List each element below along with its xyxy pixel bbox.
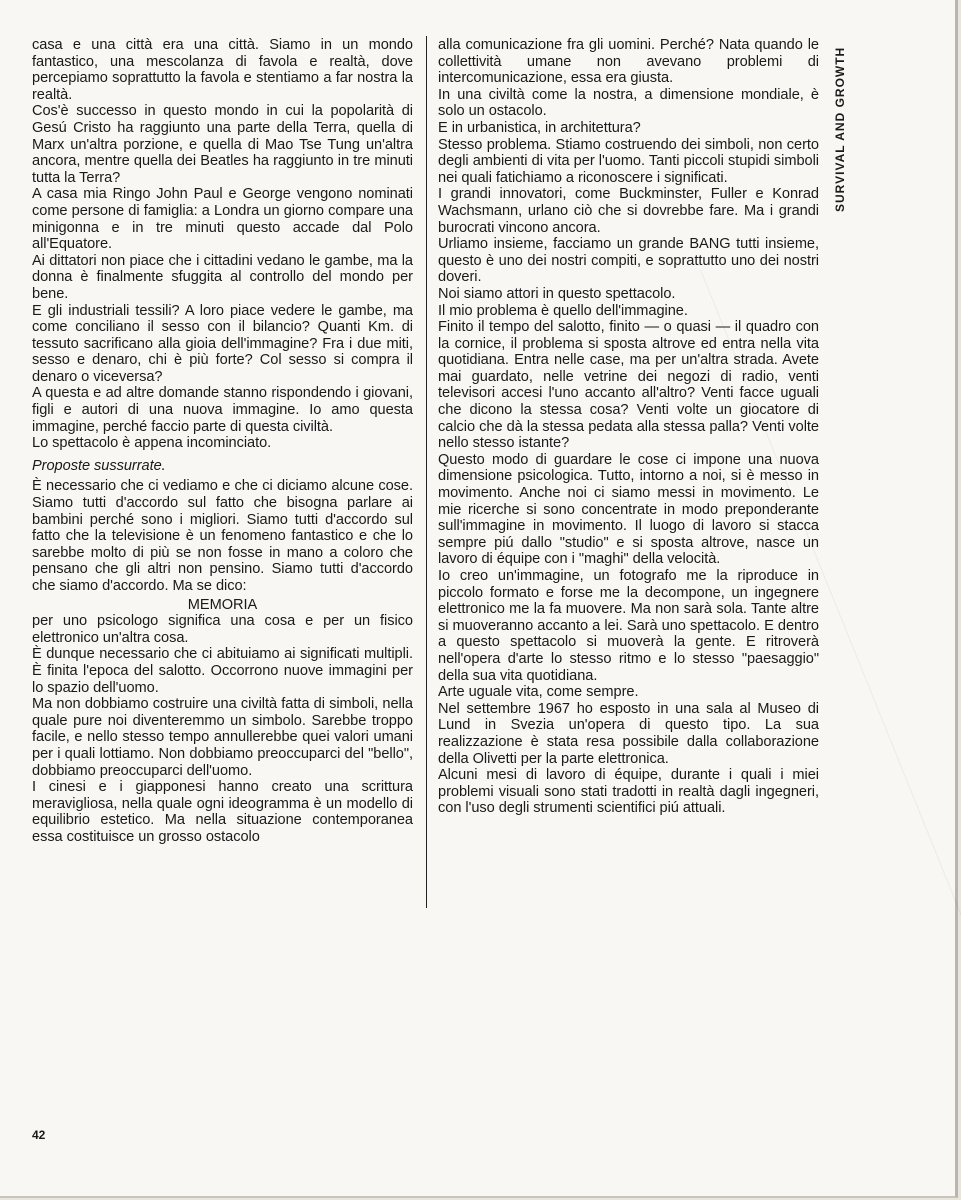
paragraph: A questa e ad altre domande stanno rispondendo i giovani, figli e autori di una nuova immagine. Io amo questa immagine, perché faccio parte di questa civiltà. [32,385,413,435]
paragraph: In una civiltà come la nostra, a dimensione mondiale, è solo un ostacolo. [438,86,819,120]
paragraph: alla comunicazione fra gli uomini. Perché? Nata quando le collettività umane non avevano problemi di intercomunicazione, essa era giusta. [438,37,819,87]
paragraph: A casa mia Ringo John Paul e George vengono nominati come persone di famiglia: a Londra un giorno compare una minigonna e in tre minuti questo accade dal Polo all'Equatore. [32,186,413,253]
paragraph: Stesso problema. Stiamo costruendo dei simboli, non certo degli ambienti di vita per l'uomo. Tanti piccoli stupidi simboli nei quali fatichiamo a riconoscere i significati. [438,136,819,186]
paragraph: Arte uguale vita, come sempre. [438,684,639,701]
paragraph: Il mio problema è quello dell'immagine. [438,302,688,319]
paragraph: per uno psicologo significa una cosa e per un fisico elettronico un'altra cosa. [32,613,413,646]
paragraph: Cos'è successo in questo mondo in cui la popolarità di Gesú Cristo ha raggiunto una parte della Terra, quella di Marx un'altra porzione, e quella di Mao Tse Tung un'altra ancora, mentre quella dei Beatles ha raggiunto in tre minuti tutta la Terra? [32,103,413,186]
paragraph: Ma non dobbiamo costruire una civiltà fatta di simboli, nella quale pure noi diventeremmo un simbolo. Sarebbe troppo facile, e nello stesso tempo annullerebbe quei valori umani per i quali lottiamo. Non dobbiamo preoccuparci del "bello", dobbiamo preoccuparci dell'uomo. [32,696,413,779]
paragraph: Io creo un'immagine, un fotografo me la riproduce in piccolo formato e forse me la decompone, un ingegnere elettronico me la fa muovere. Ma non sarà sola. Tante altre si muoveranno accanto a lei. Sarà uno spettacolo. E dentro a questo spettacolo si muoverà la gente. E ritroverà nell'opera d'arte lo stesso ritmo e lo stesso "paesaggio" della sua vita quotidiana. [438,568,819,684]
paragraph: casa e una città era una città. Siamo in un mondo fantastico, una mescolanza di favola e realtà, dove percepiamo soprattutto la favola e stentiamo a far nostra la realtà. [32,37,413,103]
left-text-column [32,37,413,846]
paragraph: Lo spettacolo è appena incominciato. [32,435,272,452]
paragraph: Noi siamo attori in questo spettacolo. [438,285,676,302]
column-divider [426,36,427,908]
centered-term: MEMORIA [187,596,258,613]
paragraph: I grandi innovatori, come Buckminster, Fuller e Konrad Wachsmann, urlano ciò che si dovrebbe fare. Ma i grandi burocrati vincono ancora. [438,186,819,236]
paragraph: E in urbanistica, in architettura? [438,119,641,136]
paragraph: Nel settembre 1967 ho esposto in una sala al Museo di Lund in Svezia un'opera di questo tipo. La sua realizzazione è stata resa possibile dalla collaborazione della Olivetti per la parte elettronica. [438,700,819,767]
paragraph: È dunque necessario che ci abituiamo ai significati multipli. È finita l'epoca del salotto. Occorrono nuove immagini per lo spazio dell'uomo. [32,646,413,696]
paragraph: È necessario che ci vediamo e che ci diciamo alcune cose. Siamo tutti d'accordo sul fatto che bisogna parlare ai bambini perché sono i migliori. Siamo tutti d'accordo sul fatto che la televisione è un fenomeno fantastico e che lo sarebbe molto di più se non fosse in mano a coloro che pensano che gli altri non pensino. Siamo tutti d'accordo che siamo d'accordo. Ma se dico: [32,478,413,594]
paragraph: Ai dittatori non piace che i cittadini vedano le gambe, ma la donna è finalmente sfuggita al controllo del mondo per bene. [32,252,413,302]
paragraph: E gli industriali tessili? A loro piace vedere le gambe, ma come conciliano il sesso con il bilancio? Quanti Km. di tessuto sacrificano alla gioia dell'immagine? Fra i due miti, sesso e denaro, chi è più forte? Col sesso si compra il denaro o viceversa? [32,302,413,385]
page-number: 42 [32,1128,46,1142]
right-text-column [438,37,819,817]
paragraph: I cinesi e i giapponesi hanno creato una scrittura meravigliosa, nella quale ogni ideogramma è un modello di equilibrio estetico. Ma nella situazione contemporanea essa costituisce un grosso ostacolo [32,779,413,845]
paragraph: Alcuni mesi di lavoro di équipe, durante i quali i miei problemi visuali sono stati tradotti in realtà dagli ingegneri, con l'uso degli strumenti scientifici piú attuali. [438,767,819,817]
running-head: SURVIVAL AND GROWTH [833,46,847,212]
paragraph: Questo modo di guardare le cose ci impone una nuova dimensione psicologica. Tutto, intorno a noi, si è messo in movimento. Anche noi ci siamo messi in movimento. Le mie ricerche si sono concentrate in modo preponderante sull'immagine in movimento. Il luogo di lavoro si stacca sempre piú dallo "studio" e si sposta altrove, nasce un lavoro di équipe con i "maghi" della velocità. [438,451,819,568]
paragraph: Urliamo insieme, facciamo un grande BANG tutti insieme, questo è uno dei nostri compiti, e soprattutto uno dei nostri doveri. [438,236,819,286]
section-subheading: Proposte sussurrate. [32,457,166,474]
paragraph: Finito il tempo del salotto, finito — o quasi — il quadro con la cornice, il problema si sposta altrove ed entra nella vita quotidiana. Entra nelle case, ma per un'altra strada. Avete mai guardato, nelle vetrine dei negozi di radio, venti televisori accesi l'uno accanto all'altro? Venti facce uguali che dicono la stessa cosa? Venti volte un giocatore di calcio che dà la stessa pedata alla stessa palla? Venti volte nello stesso istante? [438,319,819,452]
